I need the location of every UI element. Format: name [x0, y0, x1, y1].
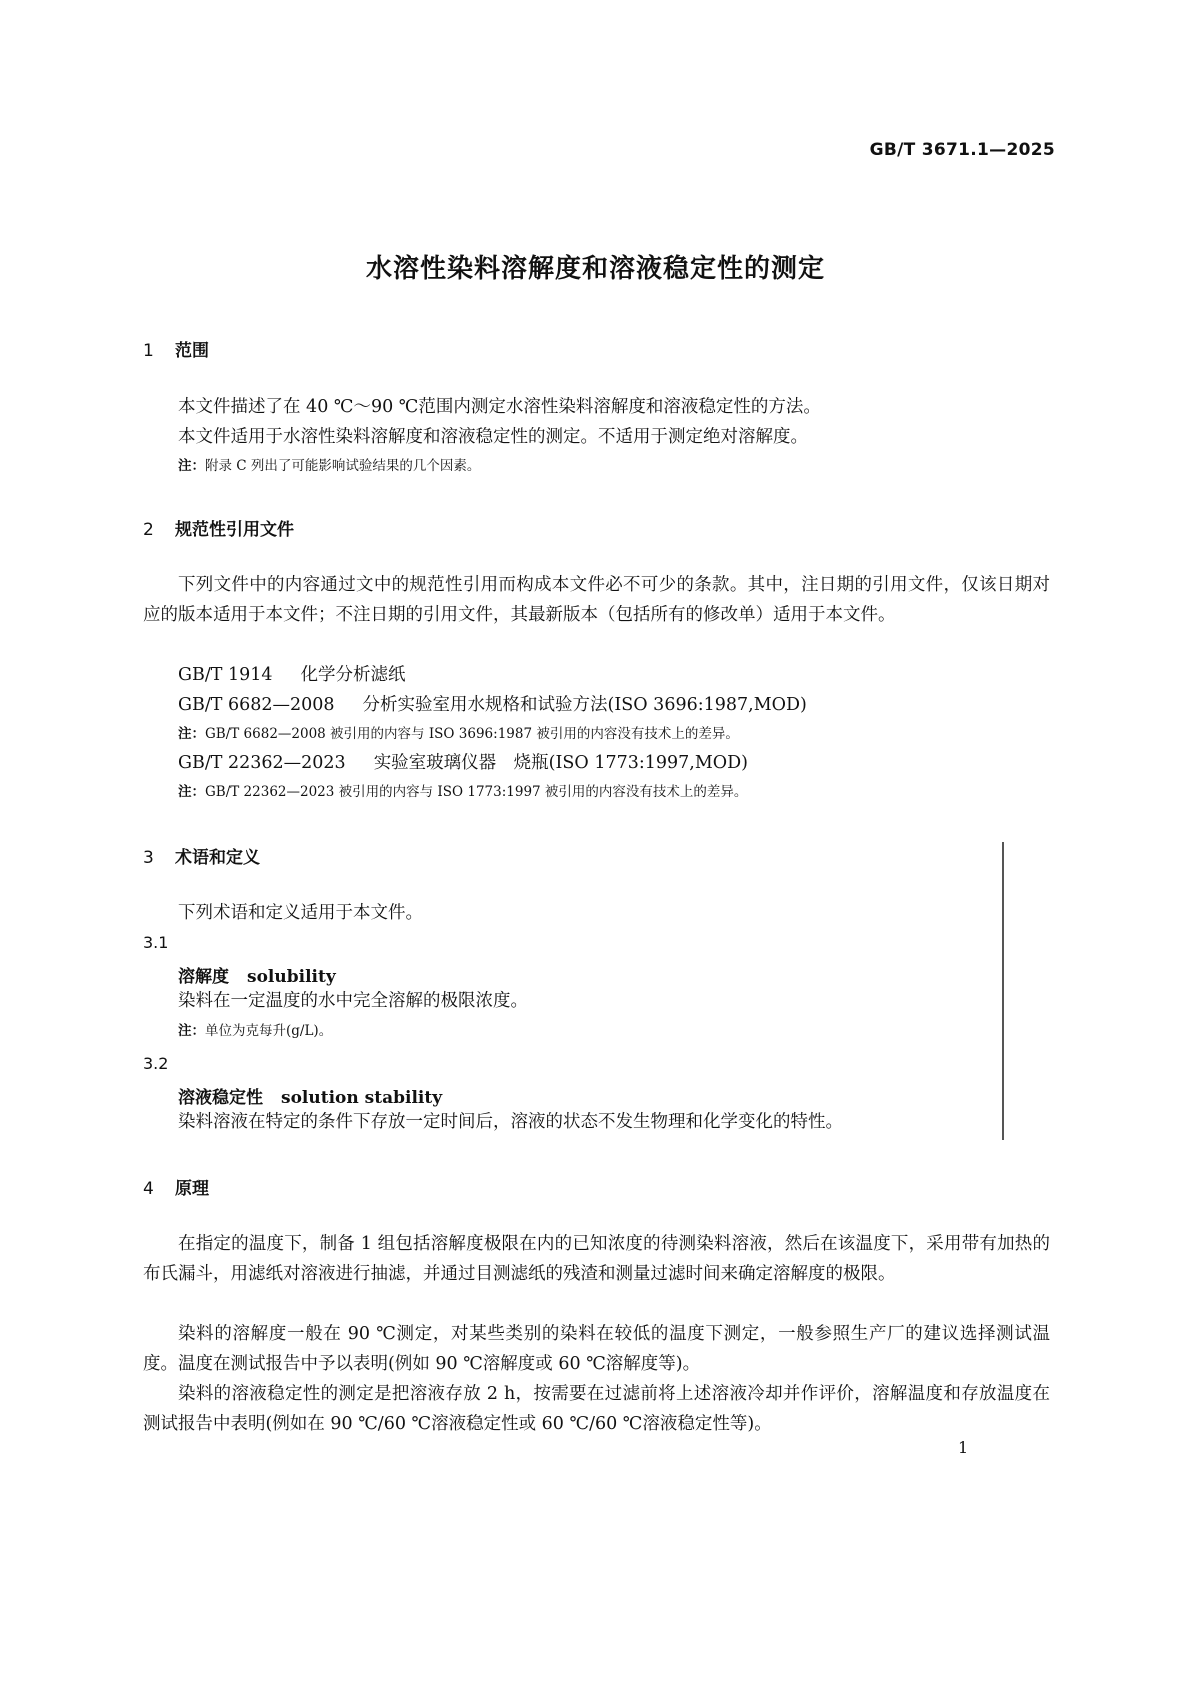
- principle-paragraph-2: 染料的溶解度一般在 90 ℃测定，对某些类别的染料在较低的温度下测定，一般参照生产厂的建议选择测试温度。温度在测试报告中予以表明(例如 90 ℃溶解度或 60 ℃溶解度等)。: [143, 1324, 1050, 1374]
- note-text: 附录 C 列出了可能影响试验结果的几个因素。: [205, 458, 481, 474]
- reference-item: [178, 748, 748, 778]
- principle-paragraph-3: 染料的溶液稳定性的测定是把溶液存放 2 h，按需要在过滤前将上述溶液冷却并作评价，溶解温度和存放温度在测试报告中表明(例如在 90 ℃/60 ℃溶液稳定性或 60 ℃/60 ℃溶液稳定性等)。: [143, 1384, 1050, 1434]
- scope-note: [178, 455, 480, 477]
- principle-paragraph-1: 在指定的温度下，制备 1 组包括溶解度极限在内的已知浓度的待测染料溶液，然后在该温度下，采用带有加热的布氏漏斗，用滤纸对溶液进行抽滤，并通过目测滤纸的残渣和测量过滤时间来确定溶解度的极限。: [143, 1234, 1050, 1284]
- reference-code: GB/T 1914: [178, 665, 273, 685]
- document-title: 水溶性染料溶解度和溶液稳定性的测定: [365, 254, 825, 284]
- standard-code: GB/T 3671.1—2025: [869, 140, 1055, 160]
- term-zh: 溶液稳定性: [178, 1088, 263, 1108]
- reference-note: [178, 781, 747, 803]
- term-entry: [178, 962, 336, 987]
- reference-title: 实验室玻璃仪器 烧瓶(ISO 1773:1997,MOD): [373, 753, 748, 773]
- revision-bar: [1002, 842, 1004, 1140]
- terms-intro: 下列术语和定义适用于本文件。: [178, 903, 423, 923]
- section-number: 1: [143, 341, 154, 361]
- reference-note: [178, 723, 739, 745]
- section-1-heading: [143, 336, 209, 361]
- term-entry: [178, 1083, 442, 1108]
- term-number: 3.2: [143, 1054, 169, 1073]
- reference-code: GB/T 6682—2008: [178, 695, 335, 715]
- note-text: GB/T 22362—2023 被引用的内容与 ISO 1773:1997 被引用的内容没有技术上的差异。: [205, 784, 748, 800]
- section-number: 3: [143, 848, 154, 868]
- section-2-heading: [143, 515, 294, 540]
- note-label: 注：: [178, 458, 205, 474]
- section-title: 术语和定义: [175, 848, 260, 868]
- reference-title: 分析实验室用水规格和试验方法(ISO 3696:1987,MOD): [362, 695, 807, 715]
- note-label: 注：: [178, 726, 205, 742]
- section-number: 2: [143, 520, 154, 540]
- section-number: 4: [143, 1179, 154, 1199]
- note-label: 注：: [178, 784, 205, 800]
- note-text: GB/T 6682—2008 被引用的内容与 ISO 3696:1987 被引用的内容没有技术上的差异。: [205, 726, 739, 742]
- section-title: 规范性引用文件: [175, 520, 294, 540]
- reference-code: GB/T 22362—2023: [178, 753, 346, 773]
- scope-paragraph-2: 本文件适用于水溶性染料溶解度和溶液稳定性的测定。不适用于测定绝对溶解度。: [178, 427, 808, 447]
- section-4-heading: [143, 1174, 209, 1199]
- term-en: solubility: [247, 967, 336, 987]
- note-text: 单位为克每升(g/L)。: [205, 1023, 333, 1039]
- term-en: solution stability: [281, 1088, 443, 1108]
- reference-title: 化学分析滤纸: [300, 665, 406, 685]
- section-3-heading: [143, 843, 260, 868]
- reference-item: [178, 660, 406, 690]
- section-title: 原理: [175, 1179, 209, 1199]
- normative-references-intro: 下列文件中的内容通过文中的规范性引用而构成本文件必不可少的条款。其中，注日期的引用文件，仅该日期对应的版本适用于本文件；不注日期的引用文件，其最新版本（包括所有的修改单）适用于本文件。: [143, 575, 1050, 625]
- term-definition: 染料在一定温度的水中完全溶解的极限浓度。: [178, 991, 528, 1011]
- reference-item: [178, 690, 807, 720]
- term-zh: 溶解度: [178, 967, 229, 987]
- term-number: 3.1: [143, 933, 169, 952]
- term-note: [178, 1020, 332, 1042]
- note-label: 注：: [178, 1023, 205, 1039]
- section-title: 范围: [175, 341, 209, 361]
- term-definition: 染料溶液在特定的条件下存放一定时间后，溶液的状态不发生物理和化学变化的特性。: [178, 1112, 843, 1132]
- page-number: 1: [958, 1438, 969, 1457]
- scope-paragraph-1: 本文件描述了在 40 ℃～90 ℃范围内测定水溶性染料溶解度和溶液稳定性的方法。: [178, 397, 821, 417]
